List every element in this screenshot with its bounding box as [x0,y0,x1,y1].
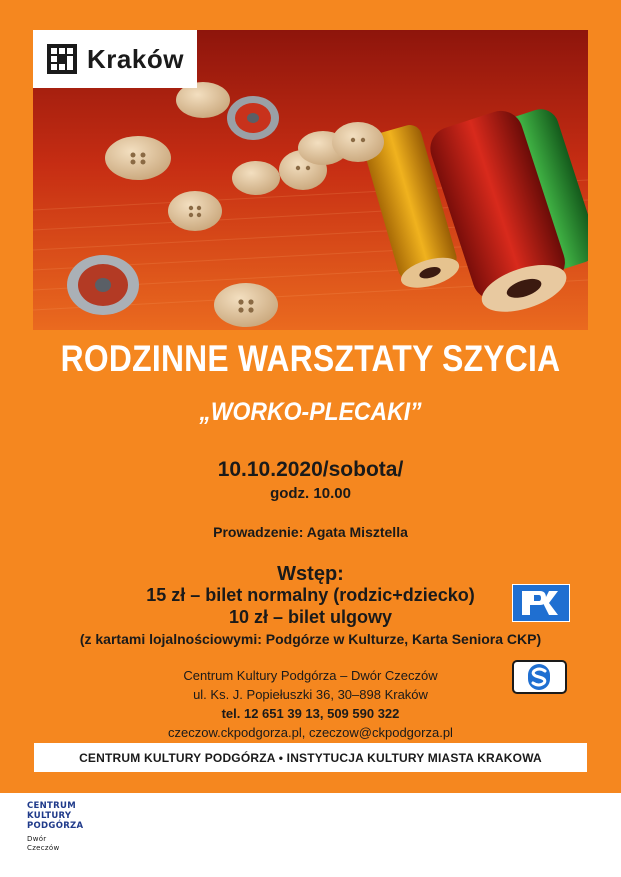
krakow-logo-icon [47,44,77,74]
ck-logo-line4: Dwór [27,835,47,843]
footer-text: CENTRUM KULTURY PODGÓRZA • INSTYTUCJA KULTURY MIASTA KRAKOWA [79,750,542,765]
event-title: RODZINNE WARSZTATY SZYCIA [60,338,561,379]
ck-logo-line5: Czeczów [27,844,60,852]
ck-logo-line1: CENTRUM [27,801,76,811]
krakow-logo-text: Kraków [87,43,184,74]
ckp-card-logo [512,584,570,622]
venue-address: ul. Ks. J. Popiełuszki 36, 30–898 Kraków [193,687,428,702]
krakow-logo [33,30,197,88]
footer-band [34,743,587,772]
event-date: 10.10.2020/sobota/ [217,458,404,481]
ckp-dwor-czeczow-logo [27,801,87,871]
ck-logo-line2: KULTURY [27,811,72,821]
ticket-normal: 15 zł – bilet normalny (rodzic+dziecko) [146,585,475,605]
event-subtitle: „WORKO-PLECAKI” [199,398,422,426]
event-lead: Prowadzenie: Agata Misztella [213,524,408,540]
ckp-card-icon [513,585,569,621]
venue-web-email: czeczow.ckpodgorza.pl, czeczow@ckpodgorza.pl [168,725,453,740]
tickets-heading: Wstęp: [277,563,344,585]
ticket-reduced: 10 zł – bilet ulgowy [228,607,393,627]
venue-name: Centrum Kultury Podgórza – Dwór Czeczów [183,668,438,683]
ck-logo-line3: PODGÓRZA [27,821,84,831]
venue-phone: tel. 12 651 39 13, 509 590 322 [221,706,400,721]
tickets-note: (z kartami lojalnościowymi: Podgórze w Kulturze, Karta Seniora CKP) [79,631,542,647]
event-time: godz. 10.00 [270,485,351,502]
